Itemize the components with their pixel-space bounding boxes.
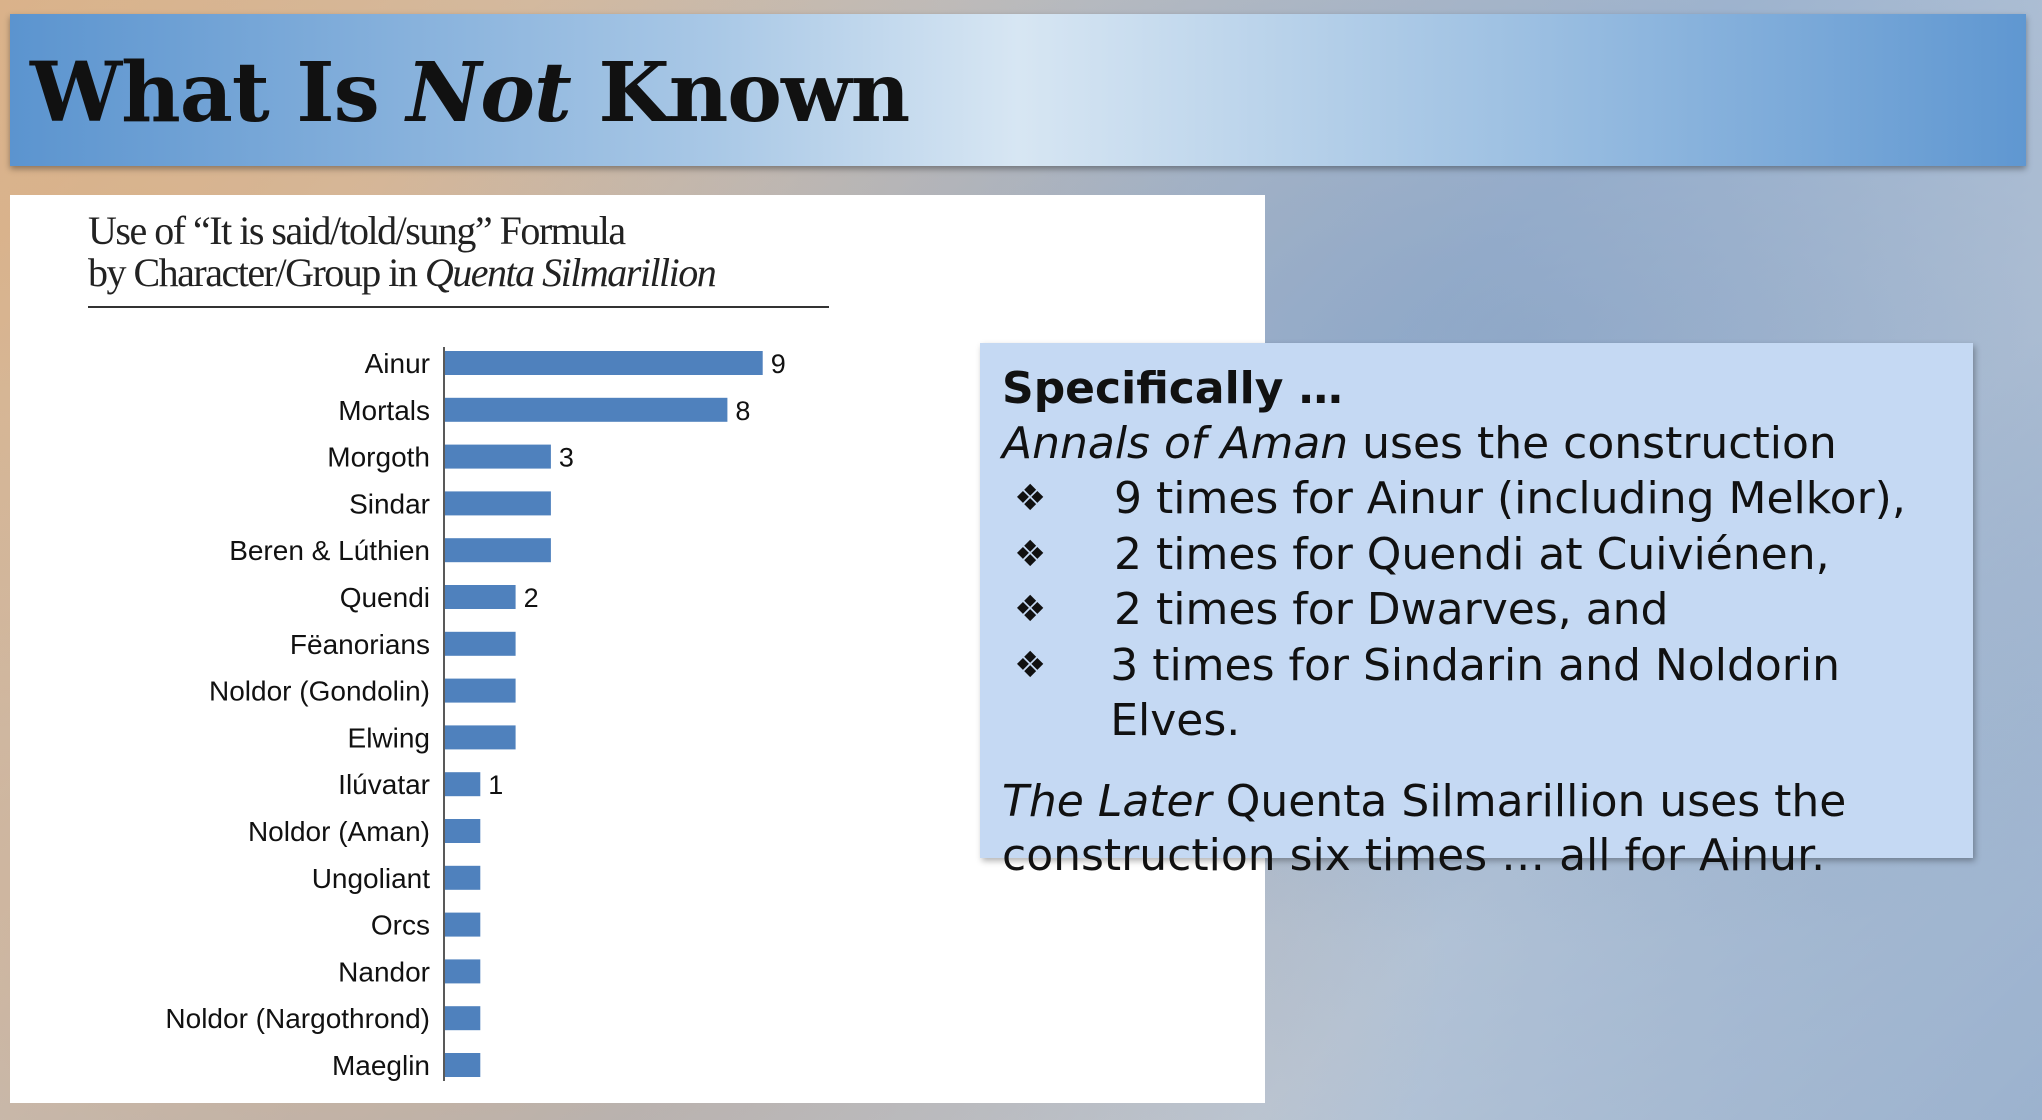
info-heading: Specifically … bbox=[1002, 363, 1343, 414]
list-item-text: 9 times for Ainur (including Melkor), bbox=[1114, 473, 1906, 524]
diamond-bullet-icon: ❖ bbox=[1014, 589, 1047, 630]
bar bbox=[445, 866, 480, 890]
data-label: 2 bbox=[523, 583, 539, 613]
category-label: Ungoliant bbox=[311, 862, 430, 894]
info-box bbox=[980, 343, 1973, 881]
bar bbox=[445, 351, 763, 375]
chart-title-line-1: Use of “It is said/told/sung” Formula bbox=[88, 208, 625, 253]
list-item-text: 2 times for Dwarves, and bbox=[1114, 584, 1669, 635]
diamond-bullet-icon: ❖ bbox=[1014, 478, 1047, 519]
diamond-bullet-icon: ❖ bbox=[1014, 644, 1047, 686]
category-label: Mortals bbox=[338, 394, 430, 426]
list-item bbox=[1002, 527, 1951, 583]
list-item bbox=[1002, 638, 1951, 749]
category-label: Morgoth bbox=[327, 441, 430, 473]
bar bbox=[445, 1006, 480, 1030]
category-label: Ainur bbox=[364, 348, 430, 379]
title-banner bbox=[10, 14, 2026, 166]
category-label: Nandor bbox=[338, 956, 430, 988]
info-bullet-list bbox=[1002, 471, 1951, 749]
category-label: Fëanorians bbox=[289, 628, 430, 660]
category-label: Orcs bbox=[370, 909, 430, 941]
category-label: Ilúvatar bbox=[338, 769, 430, 801]
slide-title bbox=[30, 45, 910, 141]
bar bbox=[445, 819, 480, 843]
list-item-text: 3 times for Sindarin and Noldorin Elves. bbox=[1110, 639, 1840, 746]
data-label: 3 bbox=[558, 442, 574, 473]
title-emphasis: Not bbox=[406, 45, 571, 141]
data-label: 1 bbox=[488, 770, 504, 801]
bar bbox=[445, 1053, 480, 1077]
bar bbox=[445, 445, 551, 469]
info-closing-text: Quenta Silmarillion uses the construction six times … all for Ainur. bbox=[1002, 775, 1847, 881]
bar bbox=[445, 398, 727, 422]
bar bbox=[445, 491, 551, 515]
title-part-1: What Is bbox=[30, 45, 407, 141]
data-label: 8 bbox=[735, 395, 751, 426]
category-label: Noldor (Aman) bbox=[247, 816, 430, 847]
list-item-text: 2 times for Quendi at Cuiviénen, bbox=[1114, 528, 1830, 580]
bar bbox=[445, 959, 480, 983]
diamond-bullet-icon: ❖ bbox=[1014, 533, 1047, 575]
category-label: Elwing bbox=[347, 722, 430, 754]
info-closing-emphasis: The Later bbox=[1002, 775, 1212, 827]
list-item bbox=[1002, 582, 1951, 638]
category-label: Maeglin bbox=[331, 1050, 430, 1081]
bar bbox=[445, 679, 516, 703]
info-closing bbox=[1002, 775, 1951, 883]
bar bbox=[445, 725, 516, 749]
bar bbox=[445, 913, 480, 937]
bar bbox=[445, 772, 480, 796]
title-part-2: Known bbox=[570, 45, 910, 141]
category-label: Beren & Lúthien bbox=[229, 535, 430, 567]
category-label: Quendi bbox=[339, 582, 430, 613]
info-intro-emphasis: Annals of Aman bbox=[1002, 418, 1349, 469]
category-label: Noldor (Gondolin) bbox=[209, 675, 430, 707]
bar bbox=[445, 585, 516, 609]
info-intro bbox=[1002, 417, 1951, 471]
info-intro-text: uses the construction bbox=[1348, 418, 1837, 469]
chart-title-line-2-emphasis: Quenta Silmarillion bbox=[424, 250, 716, 295]
category-label: Noldor (Nargothrond) bbox=[165, 1003, 430, 1035]
bar bbox=[445, 538, 551, 562]
category-label: Sindar bbox=[349, 488, 430, 520]
list-item bbox=[1002, 471, 1951, 527]
data-label: 9 bbox=[770, 349, 786, 379]
chart-title-line-2-text: by Character/Group in bbox=[88, 250, 425, 295]
bar bbox=[445, 632, 516, 656]
